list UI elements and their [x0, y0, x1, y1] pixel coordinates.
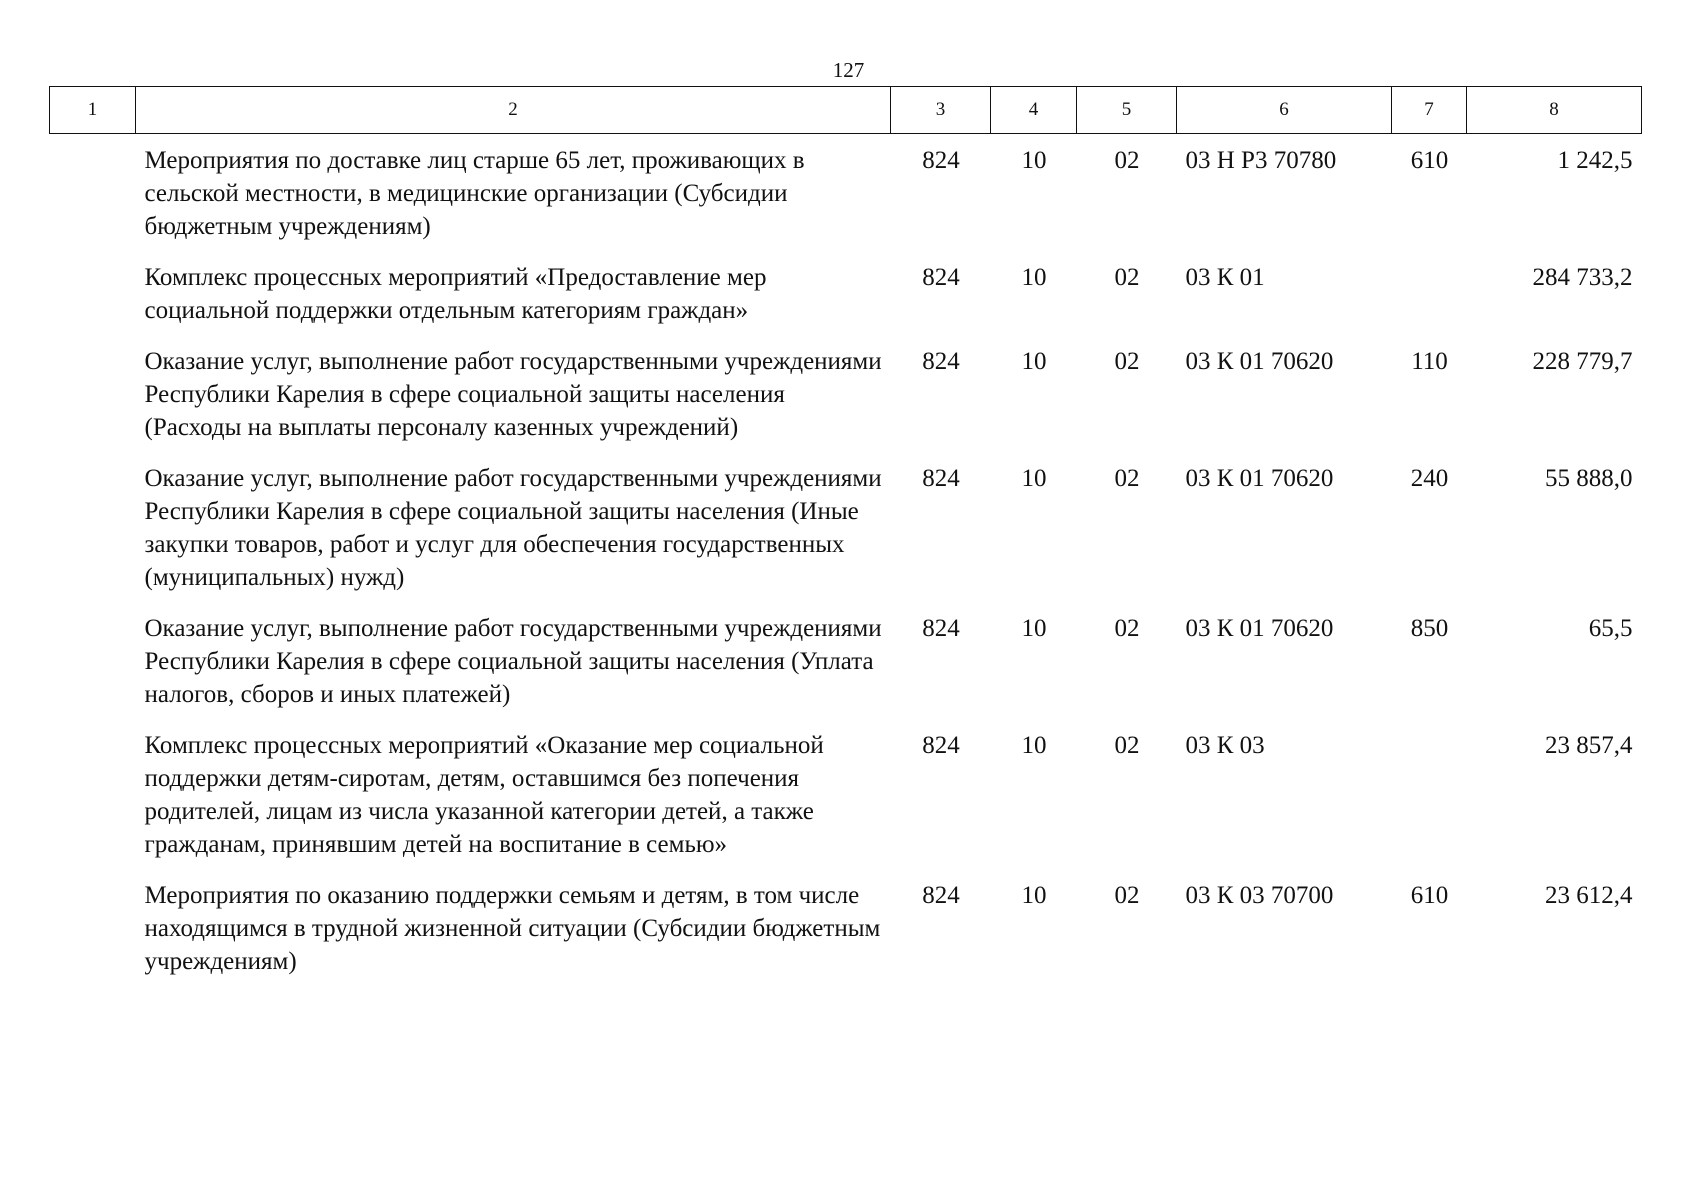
- column-header: 5: [1077, 87, 1177, 134]
- table-row: [50, 602, 1642, 719]
- subsection-cell: 02: [1114, 147, 1140, 174]
- amount-cell: 23 857,4: [1545, 732, 1633, 759]
- expense-type-cell: 610: [1410, 147, 1449, 174]
- expense-type-cell: [1392, 251, 1467, 335]
- target-article-cell: 03 К 01 70620: [1185, 615, 1334, 642]
- row-number-cell: [50, 335, 136, 452]
- expense-type-cell: 240: [1410, 465, 1449, 492]
- table-header-row: [50, 87, 1642, 134]
- table-row: [50, 251, 1642, 335]
- amount-cell: 23 612,4: [1545, 882, 1633, 909]
- column-header: 8: [1467, 87, 1642, 134]
- expense-type-cell: [1392, 719, 1467, 869]
- section-cell: 10: [1021, 732, 1047, 759]
- description-cell: Комплекс процессных мероприятий «Предоставление мер социальной поддержки отдельным категориям граждан»: [144, 264, 767, 324]
- subsection-cell: 02: [1114, 348, 1140, 375]
- table-row: [50, 452, 1642, 602]
- subsection-cell: 02: [1114, 882, 1140, 909]
- table-row: [50, 719, 1642, 869]
- column-header: 3: [891, 87, 991, 134]
- row-number-cell: [50, 452, 136, 602]
- target-article-cell: 03 К 03: [1185, 732, 1265, 759]
- section-cell: 10: [1021, 615, 1047, 642]
- description-cell: Мероприятия по оказанию поддержки семьям и детям, в том числе находящимся в трудной жизненной ситуации (Субсидии бюджетным учреждениям): [144, 882, 881, 975]
- amount-cell: 65,5: [1588, 615, 1633, 642]
- expense-type-cell: 610: [1410, 882, 1449, 909]
- column-header: 1: [50, 87, 136, 134]
- ministry-cell: 824: [922, 732, 960, 759]
- row-number-cell: [50, 134, 136, 252]
- section-cell: 10: [1021, 264, 1047, 291]
- target-article-cell: 03 К 01: [1185, 264, 1265, 291]
- section-cell: 10: [1021, 348, 1047, 375]
- description-cell: Мероприятия по доставке лиц старше 65 лет, проживающих в сельской местности, в медицинские организации (Субсидии бюджетным учреждениям): [144, 147, 805, 240]
- target-article-cell: 03 Н Р3 70780: [1185, 147, 1337, 174]
- page-number: 127: [832, 58, 865, 82]
- target-article-cell: 03 К 03 70700: [1185, 882, 1334, 909]
- row-number-cell: [50, 602, 136, 719]
- amount-cell: 55 888,0: [1545, 465, 1633, 492]
- ministry-cell: 824: [922, 465, 960, 492]
- amount-cell: 284 733,2: [1532, 264, 1633, 291]
- description-cell: Комплекс процессных мероприятий «Оказание мер социальной поддержки детям-сиротам, детям, оставшимся без попечения родителей, лицам из числа указанной категории детей, а также гражданам, принявшим детей на воспитание в семью»: [144, 732, 824, 858]
- expense-type-cell: 110: [1411, 348, 1448, 375]
- ministry-cell: 824: [922, 348, 960, 375]
- row-number-cell: [50, 869, 136, 986]
- section-cell: 10: [1021, 882, 1047, 909]
- column-header: 4: [991, 87, 1077, 134]
- row-number-cell: [50, 251, 136, 335]
- table-row: [50, 134, 1642, 252]
- ministry-cell: 824: [922, 615, 960, 642]
- target-article-cell: 03 К 01 70620: [1185, 348, 1334, 375]
- amount-cell: 1 242,5: [1557, 147, 1633, 174]
- subsection-cell: 02: [1114, 732, 1140, 759]
- target-article-cell: 03 К 01 70620: [1185, 465, 1334, 492]
- column-header: 7: [1392, 87, 1467, 134]
- subsection-cell: 02: [1114, 465, 1140, 492]
- table-row: [50, 335, 1642, 452]
- description-cell: Оказание услуг, выполнение работ государственными учреждениями Республики Карелия в сфере социальной защиты населения (Расходы на выплаты персоналу казенных учреждений): [144, 348, 882, 441]
- description-cell: Оказание услуг, выполнение работ государственными учреждениями Республики Карелия в сфере социальной защиты населения (Уплата налогов, сборов и иных платежей): [144, 615, 882, 708]
- ministry-cell: 824: [922, 147, 960, 174]
- column-header: 6: [1177, 87, 1392, 134]
- row-number-cell: [50, 719, 136, 869]
- expense-type-cell: 850: [1410, 615, 1449, 642]
- ministry-cell: 824: [922, 264, 960, 291]
- budget-table: [49, 86, 1642, 986]
- description-cell: Оказание услуг, выполнение работ государственными учреждениями Республики Карелия в сфере социальной защиты населения (Иные закупки товаров, работ и услуг для обеспечения государственных (муниципальных) нужд): [144, 465, 882, 591]
- section-cell: 10: [1021, 147, 1047, 174]
- section-cell: 10: [1021, 465, 1047, 492]
- subsection-cell: 02: [1114, 264, 1140, 291]
- amount-cell: 228 779,7: [1532, 348, 1633, 375]
- subsection-cell: 02: [1114, 615, 1140, 642]
- column-header: 2: [136, 87, 891, 134]
- ministry-cell: 824: [922, 882, 960, 909]
- table-row: [50, 869, 1642, 986]
